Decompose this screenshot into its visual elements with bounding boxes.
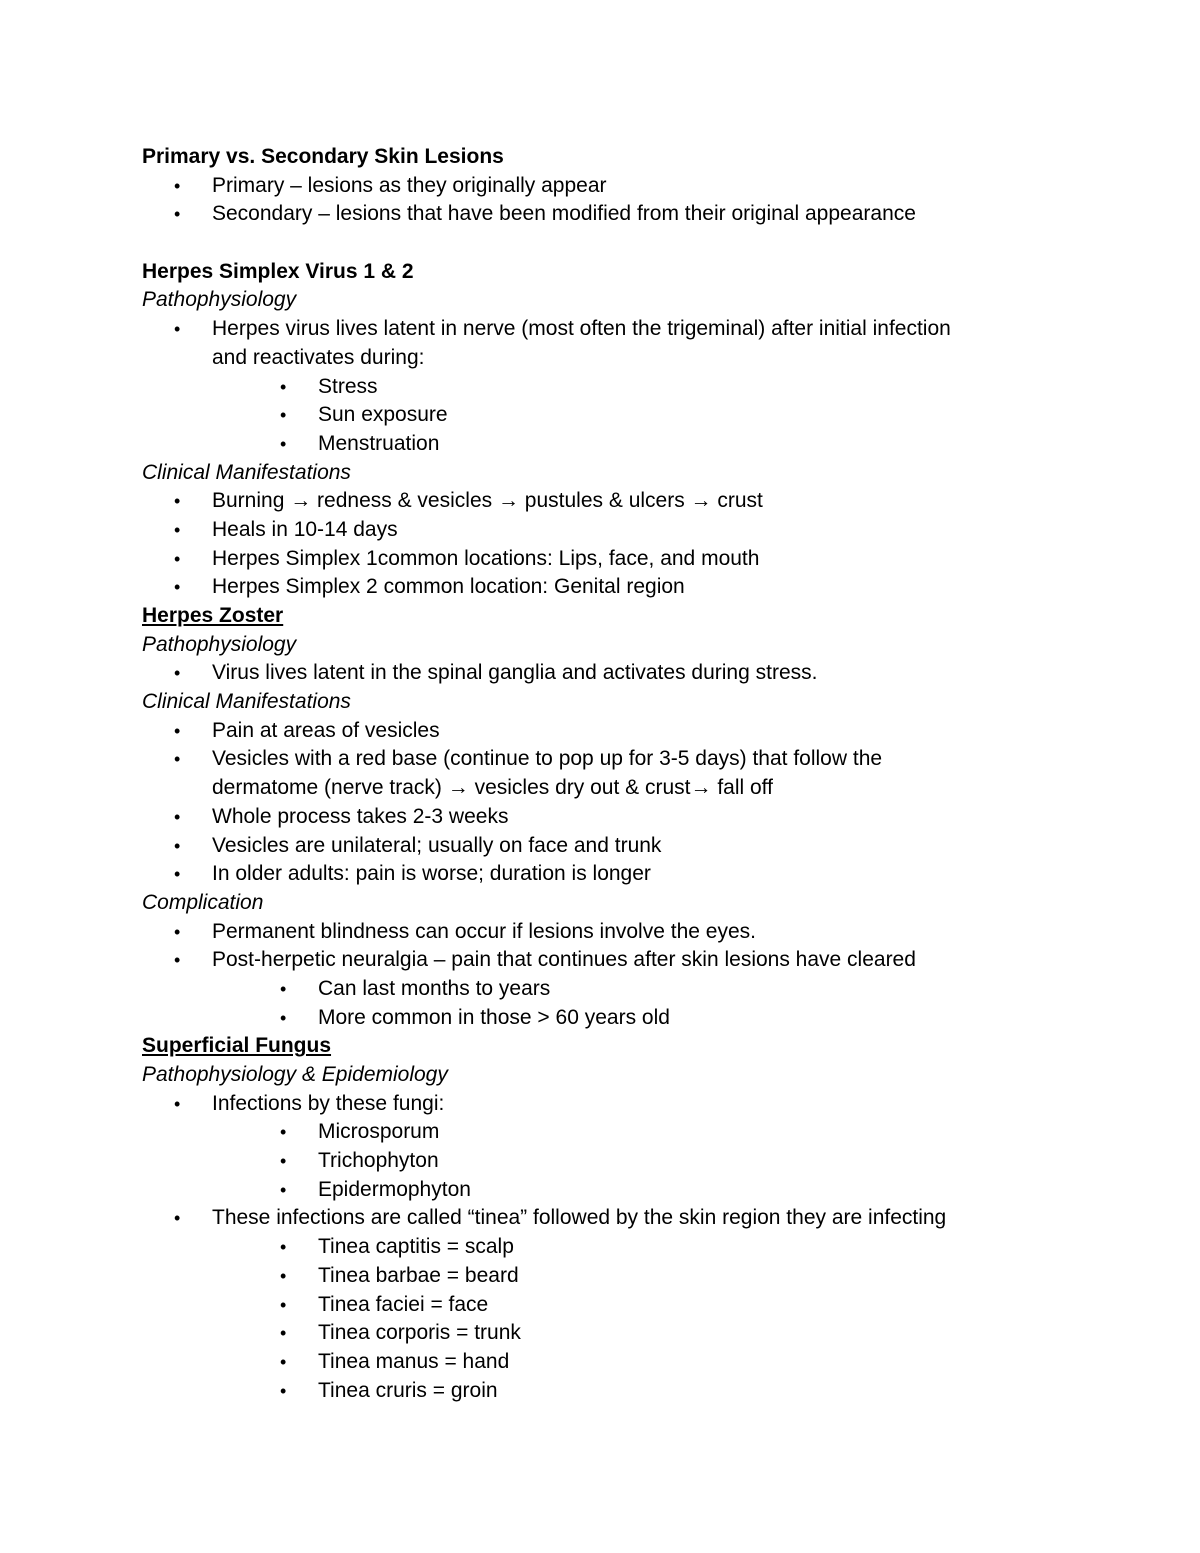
list-item: • Microsporum — [142, 1118, 1042, 1147]
bullet-icon: • — [174, 921, 181, 942]
bullet-icon: • — [280, 405, 287, 426]
list-item: • Vesicles with a red base (continue to pop up for 3-5 days) that follow the — [142, 745, 1042, 774]
heading-herpes-zoster: Herpes Zoster — [142, 604, 284, 627]
list-item: • Secondary – lesions that have been modified from their original appearance — [142, 200, 1042, 229]
list-item: • Tinea cruris = groin — [142, 1377, 1042, 1406]
bullet-icon: • — [174, 204, 181, 225]
list-item: • Herpes Simplex 2 common location: Genital region — [142, 573, 1042, 602]
list-item: • Infections by these fungi: — [142, 1090, 1042, 1119]
list-item: • Vesicles are unilateral; usually on face and trunk — [142, 832, 1042, 861]
bullet-icon: • — [280, 1380, 287, 1401]
list-item-continuation: dermatome (nerve track) → vesicles dry out & crust→ fall off — [212, 776, 773, 800]
list-item: • Burning → redness & vesicles → pustules & ulcers → crust — [142, 487, 1042, 516]
list-item: • Trichophyton — [142, 1147, 1042, 1176]
bullet-icon: • — [174, 1093, 181, 1114]
bullet-icon: • — [280, 1265, 287, 1286]
list-item: • Virus lives latent in the spinal ganglia and activates during stress. — [142, 659, 1042, 688]
list-item: • These infections are called “tinea” followed by the skin region they are infecting — [142, 1204, 1042, 1233]
list-item: • Tinea barbae = beard — [142, 1262, 1042, 1291]
bullet-icon: • — [280, 1151, 287, 1172]
bullet-icon: • — [174, 749, 181, 770]
list-item: • Menstruation — [142, 430, 1042, 459]
bullet-icon: • — [174, 663, 181, 684]
bullet-icon: • — [174, 806, 181, 827]
bullet-icon: • — [174, 519, 181, 540]
subheading-complication: Complication — [142, 890, 264, 914]
list-item: • In older adults: pain is worse; duration is longer — [142, 860, 1042, 889]
bullet-icon: • — [280, 1007, 287, 1028]
list-item: • Primary – lesions as they originally appear — [142, 172, 1042, 201]
bullet-icon: • — [174, 864, 181, 885]
list-item: • Permanent blindness can occur if lesions involve the eyes. — [142, 918, 1042, 947]
bullet-icon: • — [174, 720, 181, 741]
heading-hsv: Herpes Simplex Virus 1 & 2 — [142, 259, 414, 283]
bullet-icon: • — [174, 548, 181, 569]
bullet-icon: • — [174, 491, 181, 512]
bullet-icon: • — [280, 1179, 287, 1200]
heading-primary-secondary: Primary vs. Secondary Skin Lesions — [142, 145, 504, 168]
list-item: • Can last months to years — [142, 975, 1042, 1004]
list-item: • Pain at areas of vesicles — [142, 717, 1042, 746]
bullet-icon: • — [174, 577, 181, 598]
list-item: • Tinea corporis = trunk — [142, 1319, 1042, 1348]
bullet-icon: • — [174, 835, 181, 856]
list-item: • Whole process takes 2-3 weeks — [142, 803, 1042, 832]
subheading-pathophysiology: Pathophysiology — [142, 632, 297, 656]
subheading-clinical: Clinical Manifestations — [142, 460, 351, 484]
list-item: • Tinea manus = hand — [142, 1348, 1042, 1377]
heading-superficial-fungus: Superficial Fungus — [142, 1034, 332, 1058]
spacer — [142, 229, 1042, 258]
bullet-icon: • — [174, 319, 181, 340]
subheading-clinical: Clinical Manifestations — [142, 690, 351, 714]
bullet-icon: • — [280, 1122, 287, 1143]
list-item: • Tinea captitis = scalp — [142, 1233, 1042, 1262]
list-item: • Herpes virus lives latent in nerve (most often the trigeminal) after initial infection — [142, 315, 1042, 344]
list-item: • Heals in 10-14 days — [142, 516, 1042, 545]
list-item: • More common in those > 60 years old — [142, 1004, 1042, 1033]
list-item: • Tinea faciei = face — [142, 1291, 1042, 1320]
list-item: • Epidermophyton — [142, 1176, 1042, 1205]
list-item: • Stress — [142, 373, 1042, 402]
bullet-icon: • — [174, 1208, 181, 1229]
bullet-icon: • — [280, 376, 287, 397]
list-item: • Post-herpetic neuralgia – pain that continues after skin lesions have cleared — [142, 946, 1042, 975]
bullet-icon: • — [280, 1237, 287, 1258]
list-item-continuation: and reactivates during: — [212, 345, 425, 369]
bullet-icon: • — [280, 978, 287, 999]
document-content — [142, 143, 1042, 1405]
subheading-pathophysiology: Pathophysiology — [142, 288, 297, 312]
bullet-icon: • — [280, 1351, 287, 1372]
bullet-icon: • — [174, 175, 181, 196]
list-item: • Sun exposure — [142, 401, 1042, 430]
subheading-patho-epidemiology: Pathophysiology & Epidemiology — [142, 1063, 448, 1086]
bullet-icon: • — [280, 1323, 287, 1344]
bullet-icon: • — [174, 950, 181, 971]
bullet-icon: • — [280, 433, 287, 454]
bullet-icon: • — [280, 1294, 287, 1315]
list-item: • Herpes Simplex 1common locations: Lips, face, and mouth — [142, 545, 1042, 574]
